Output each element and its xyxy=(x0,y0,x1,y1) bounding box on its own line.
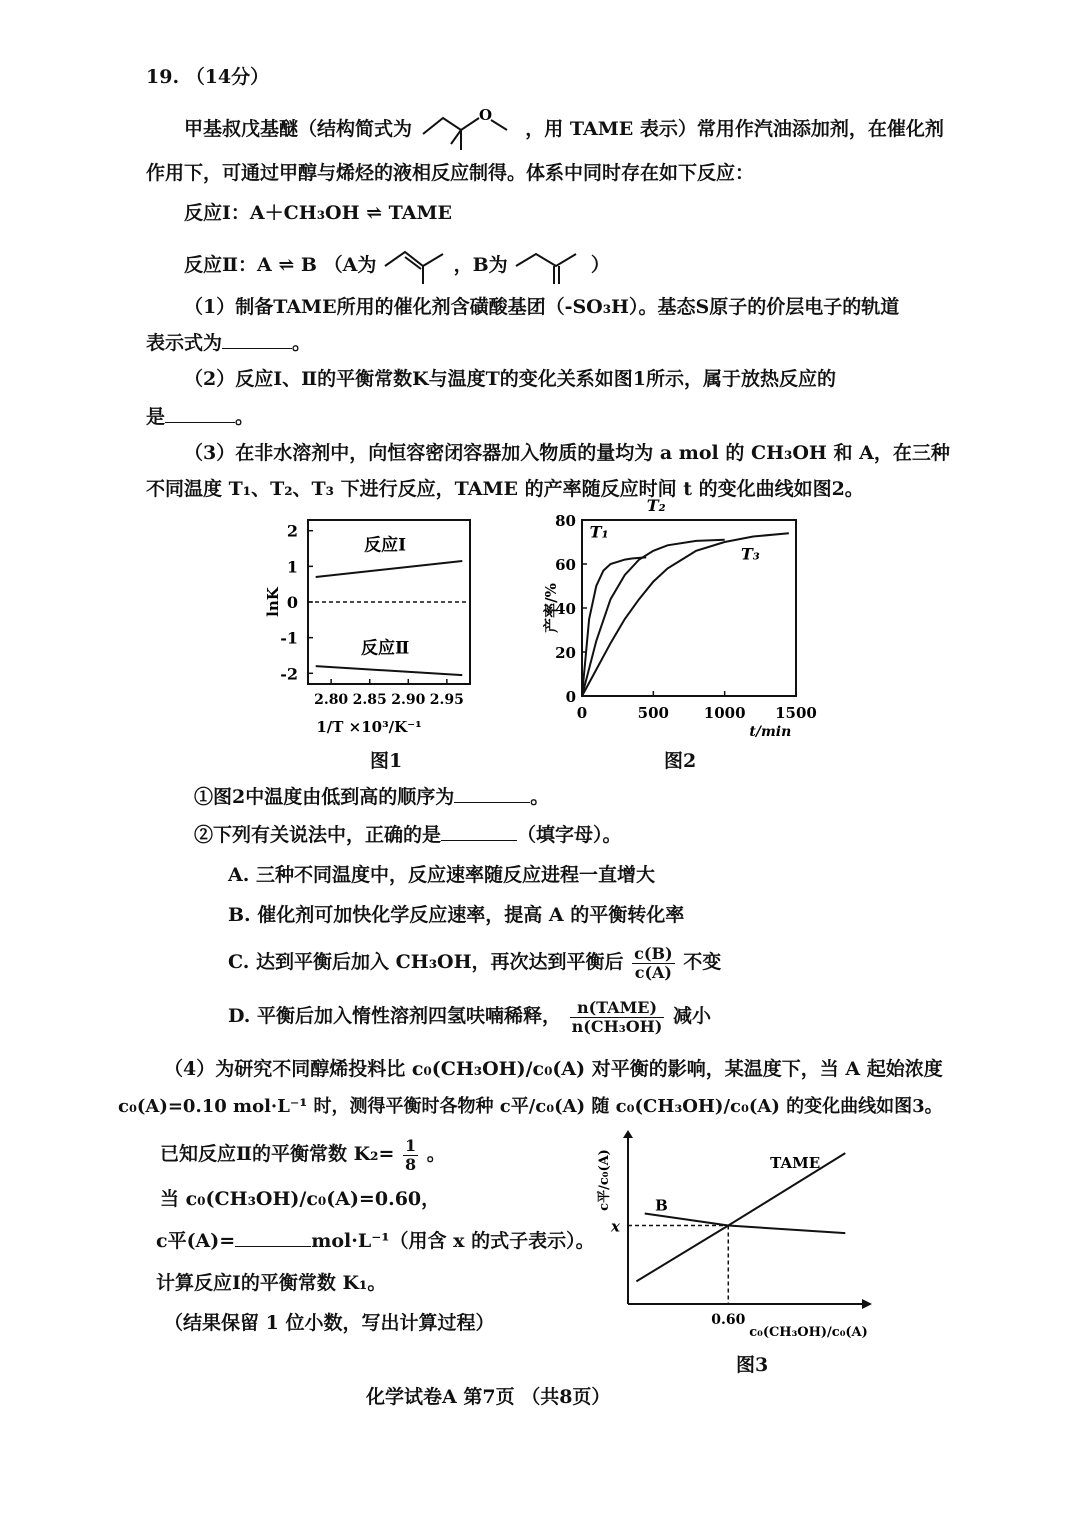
intro-line-1 xyxy=(184,108,944,152)
reaction-2 xyxy=(184,246,610,286)
q2-end: 。 xyxy=(235,406,255,428)
q2-prompt: 是 xyxy=(146,406,166,428)
fig2-xtick-label: 0 xyxy=(576,704,588,722)
q4-known-text: 已知反应Ⅱ的平衡常数 K₂= xyxy=(160,1143,395,1165)
fig3-y-arrow-icon xyxy=(623,1130,633,1138)
q4-line-2: c₀(A)=0.10 mol·L⁻¹ 时，测得平衡时各物种 c平/c₀(A) 随 c₀(CH₃OH)/c₀(A) 的变化曲线如图3。 xyxy=(118,1096,943,1117)
fig1-xtick-label: 2.90 xyxy=(391,692,426,708)
q4-ca-prompt: c平(A)= xyxy=(156,1230,236,1252)
q4-ca-answer-blank[interactable] xyxy=(235,1228,311,1247)
fig2-curve-label: T₁ xyxy=(589,522,609,542)
reaction-2-text-c: ） xyxy=(590,254,610,276)
fig1-ytick-label: -2 xyxy=(280,664,298,684)
fig1-series-line xyxy=(316,561,463,577)
q2-answer-blank[interactable] xyxy=(165,404,235,423)
q3-sub-1-answer-blank[interactable] xyxy=(454,784,530,803)
fig2-xtick-label: 500 xyxy=(637,704,669,722)
option-c-fraction xyxy=(632,945,674,982)
q4-calc: 计算反应Ⅰ的平衡常数 K₁。 xyxy=(156,1272,387,1294)
option-d-suffix: 减小 xyxy=(672,1005,711,1027)
question-points: （14分） xyxy=(185,66,270,88)
q1-prompt: 表示式为 xyxy=(146,332,223,354)
figure-1-caption: 图1 xyxy=(370,750,403,772)
q4-known-end: 。 xyxy=(426,1143,446,1165)
fig2-xtick-label: 1500 xyxy=(775,704,817,722)
fig2-curve-label: T₂ xyxy=(646,496,666,516)
fig2-curve-label: T₃ xyxy=(740,544,760,564)
fig3-label-b: B xyxy=(655,1196,668,1215)
k2-numerator: 1 xyxy=(405,1135,417,1155)
reaction-2-text-b: ，B为 xyxy=(453,254,508,276)
option-c-suffix: 不变 xyxy=(683,951,722,973)
fig1-ytick-label: 2 xyxy=(286,521,298,541)
q3-line-1: （3）在非水溶剂中，向恒容密闭容器加入物质的量均为 a mol 的 CH₃OH 和 A，在三种 xyxy=(184,442,950,464)
fig2-ytick-label: 20 xyxy=(555,644,576,662)
fig2-series-line xyxy=(582,557,646,696)
q1-end: 。 xyxy=(292,332,312,354)
fig2-ytick-label: 60 xyxy=(555,556,576,574)
fig1-ytick-label: -1 xyxy=(280,628,298,648)
question-header xyxy=(146,64,269,90)
fig2-ylabel: 产率/% xyxy=(542,583,560,633)
option-d-text: D. 平衡后加入惰性溶剂四氢呋喃稀释， xyxy=(228,1005,562,1027)
intro-line-2: 作用下，可通过甲醇与烯烃的液相反应制得。体系中同时存在如下反应： xyxy=(146,162,755,184)
fig3-xtick-label: 0.60 xyxy=(711,1312,746,1328)
fig3-xlabel: c₀(CH₃OH)/c₀(A) xyxy=(749,1325,868,1340)
fig2-plot-frame xyxy=(582,520,796,696)
page-footer: 化学试卷A 第7页 （共8页） xyxy=(366,1386,611,1408)
fig1-ytick-label: 1 xyxy=(286,557,298,577)
alkene-a-structure-icon xyxy=(383,246,447,286)
fig1-series-line xyxy=(316,666,463,675)
fig3-x-arrow-icon xyxy=(862,1299,872,1309)
fig1-ytick-label: 0 xyxy=(286,593,298,612)
option-d[interactable] xyxy=(228,996,711,1036)
q2-line-2 xyxy=(146,404,254,430)
fig3-ylabel: c平/c₀(A) xyxy=(597,1149,612,1211)
fig2-ytick-label: 80 xyxy=(555,512,576,530)
q2-line-1: （2）反应Ⅰ、Ⅱ的平衡常数K与温度T的变化关系如图1所示，属于放热反应的 xyxy=(184,368,836,390)
fig1-label-r1: 反应Ⅰ xyxy=(364,535,407,556)
reaction-1: 反应Ⅰ：A＋CH₃OH ⇌ TAME xyxy=(184,202,453,224)
q3-sub-2-prompt: ②下列有关说法中，正确的是 xyxy=(194,824,442,846)
q4-note: （结果保留 1 位小数，写出计算过程） xyxy=(164,1312,495,1334)
option-c-text: C. 达到平衡后加入 CH₃OH，再次达到平衡后 xyxy=(228,951,624,973)
fig1-xtick-label: 2.95 xyxy=(429,692,464,708)
q3-sub-2-answer-blank[interactable] xyxy=(441,822,517,841)
intro-text-2: ，用 TAME 表示）常用作汽油添加剂，在催化剂 xyxy=(525,118,944,140)
option-d-numerator: n(TAME) xyxy=(570,999,665,1018)
fig2-xlabel: t/min xyxy=(749,724,792,740)
k2-fraction xyxy=(403,1137,418,1174)
q4-line-1: （4）为研究不同醇烯投料比 c₀(CH₃OH)/c₀(A) 对平衡的影响，某温度下，当 A 起始浓度 xyxy=(164,1058,943,1080)
fig1-xlabel: 1/T ×10³/K⁻¹ xyxy=(316,718,422,736)
option-c-numerator: c(B) xyxy=(634,943,673,963)
question-number: 19. xyxy=(146,66,180,88)
option-a[interactable]: A. 三种不同温度中，反应速率随反应进程一直增大 xyxy=(228,864,655,886)
reaction-2-text-a: 反应Ⅱ：A ⇌ B （A为 xyxy=(184,254,377,276)
q1-line-1: （1）制备TAME所用的催化剂含磺酸基团（-SO₃H）。基态S原子的价层电子的轨道 xyxy=(184,296,900,318)
tame-structure-icon xyxy=(421,108,517,152)
figure-2-caption: 图2 xyxy=(664,750,697,772)
q3-sub-1 xyxy=(194,784,549,810)
option-d-fraction xyxy=(570,999,665,1036)
q3-sub-1-end: 。 xyxy=(530,786,550,808)
option-d-denominator: n(CH₃OH) xyxy=(571,1016,663,1036)
fig3-series-line xyxy=(645,1213,846,1233)
fig2-ytick-label: 40 xyxy=(555,600,576,618)
q1-answer-blank[interactable] xyxy=(222,330,292,349)
fig3-label-tame: TAME xyxy=(770,1154,821,1173)
fig3-ytick-label: x xyxy=(611,1217,620,1236)
option-c[interactable] xyxy=(228,942,721,982)
alkene-b-structure-icon xyxy=(514,246,584,286)
q3-line-2: 不同温度 T₁、T₂、T₃ 下进行反应，TAME 的产率随反应时间 t 的变化曲线如图2。 xyxy=(146,478,864,500)
q3-sub-1-prompt: ①图2中温度由低到高的顺序为 xyxy=(194,786,455,808)
q3-sub-2-end: （填字母）。 xyxy=(517,824,622,846)
k2-denominator: 8 xyxy=(405,1154,417,1174)
intro-text-1: 甲基叔戊基醚（结构简式为 xyxy=(184,118,413,140)
fig2-xtick-label: 1000 xyxy=(703,704,746,722)
figure-3-chart xyxy=(586,1128,876,1346)
q4-known xyxy=(160,1134,446,1174)
q4-ca-line xyxy=(156,1228,595,1254)
fig1-label-r2: 反应Ⅱ xyxy=(360,638,410,659)
q4-ca-suffix: mol·L⁻¹（用含 x 的式子表示）。 xyxy=(311,1230,595,1252)
fig2-ytick-label: 0 xyxy=(565,688,576,706)
q3-sub-2 xyxy=(194,822,622,848)
figure-1-chart xyxy=(250,512,490,738)
fig1-ylabel: lnK xyxy=(264,587,282,617)
q4-when: 当 c₀(CH₃OH)/c₀(A)=0.60， xyxy=(160,1188,441,1210)
option-b[interactable]: B. 催化剂可加快化学反应速率，提高 A 的平衡转化率 xyxy=(228,904,685,926)
q1-line-2 xyxy=(146,330,311,356)
svg-text:O: O xyxy=(478,106,492,124)
fig2-series-line xyxy=(582,540,725,696)
figure-2-chart xyxy=(540,496,830,744)
option-c-denominator: c(A) xyxy=(634,962,672,982)
figure-3-caption: 图3 xyxy=(736,1354,769,1376)
fig1-xtick-label: 2.80 xyxy=(314,692,349,708)
fig1-xtick-label: 2.85 xyxy=(352,692,387,708)
